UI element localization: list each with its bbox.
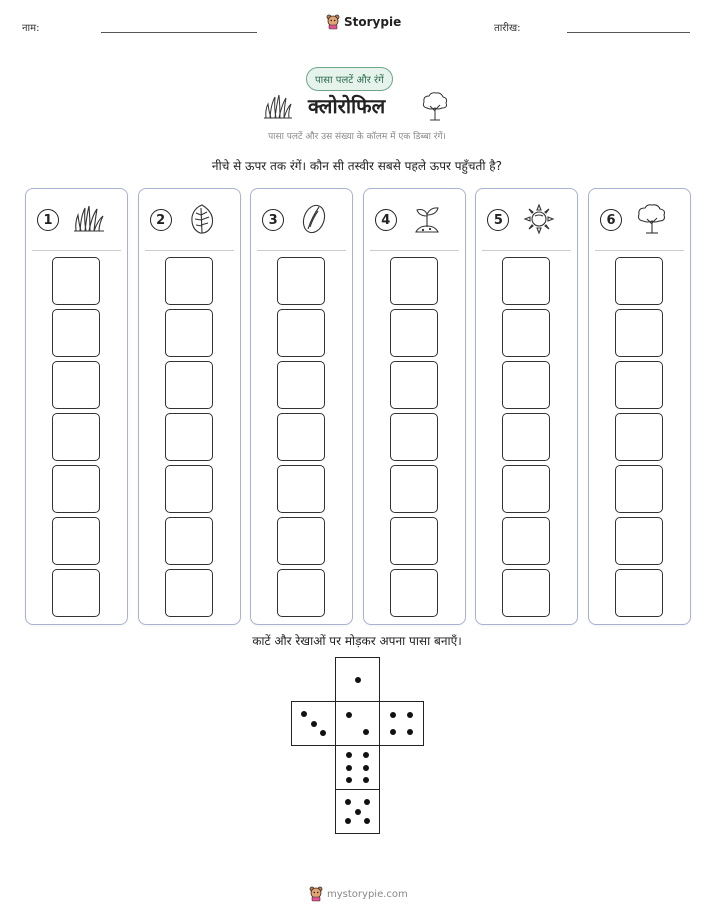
dice-face-5 <box>335 789 380 834</box>
column-number: 5 <box>487 209 509 231</box>
column-number: 3 <box>262 209 284 231</box>
dice-column-5 <box>475 188 578 625</box>
color-box[interactable] <box>277 465 325 513</box>
color-box[interactable] <box>615 309 663 357</box>
column-divider <box>370 250 459 251</box>
color-box[interactable] <box>615 569 663 617</box>
column-number: 6 <box>600 209 622 231</box>
dice-pip <box>407 729 413 735</box>
dice-column-3 <box>250 188 353 625</box>
dice-pip <box>390 712 396 718</box>
dice-pip <box>346 752 352 758</box>
dice-face-1 <box>335 657 380 702</box>
dice-face-4 <box>379 701 424 746</box>
color-box[interactable] <box>502 309 550 357</box>
dice-net <box>290 656 425 836</box>
dice-pip <box>345 799 351 805</box>
color-box[interactable] <box>165 465 213 513</box>
color-box[interactable] <box>615 361 663 409</box>
dice-pip <box>346 712 352 718</box>
sprout-icon <box>411 203 443 235</box>
color-box[interactable] <box>502 413 550 461</box>
color-box[interactable] <box>390 465 438 513</box>
color-box[interactable] <box>502 569 550 617</box>
bear-mascot-icon <box>326 14 340 30</box>
name-line <box>101 32 257 33</box>
color-box[interactable] <box>165 257 213 305</box>
color-box[interactable] <box>165 569 213 617</box>
column-number: 1 <box>37 209 59 231</box>
dice-pip <box>355 809 361 815</box>
dice-pip <box>301 711 307 717</box>
name-label: नाम: <box>22 23 40 34</box>
column-divider <box>595 250 684 251</box>
dice-face-6 <box>335 745 380 790</box>
column-divider <box>257 250 346 251</box>
color-box[interactable] <box>502 517 550 565</box>
color-box[interactable] <box>390 517 438 565</box>
dice-face-2 <box>335 701 380 746</box>
dice-pip <box>345 818 351 824</box>
color-box[interactable] <box>615 257 663 305</box>
brand-name: Storypie <box>344 15 402 29</box>
dice-column-1 <box>25 188 128 625</box>
color-box[interactable] <box>165 413 213 461</box>
column-number: 4 <box>375 209 397 231</box>
column-number: 2 <box>150 209 172 231</box>
grass-icon <box>263 92 293 120</box>
color-box[interactable] <box>165 517 213 565</box>
color-box[interactable] <box>502 257 550 305</box>
dice-column-2 <box>138 188 241 625</box>
dice-pip <box>320 730 326 736</box>
date-label: तारीख: <box>494 23 521 34</box>
dice-pip <box>363 777 369 783</box>
subtitle: पासा पलटें और उस संख्या के कॉलम में एक डिब्बा रंगें। <box>268 132 446 142</box>
column-divider <box>145 250 234 251</box>
dice-face-3 <box>291 701 336 746</box>
activity-tag: पासा पलटें और रंगें <box>306 67 393 91</box>
dice-column-6 <box>588 188 691 625</box>
dice-pip <box>311 721 317 727</box>
color-box[interactable] <box>277 517 325 565</box>
footer <box>309 886 408 902</box>
color-box[interactable] <box>277 361 325 409</box>
tree-icon <box>636 203 668 235</box>
color-box[interactable] <box>390 569 438 617</box>
sun-icon <box>523 203 555 235</box>
dice-pip <box>363 765 369 771</box>
color-box[interactable] <box>615 517 663 565</box>
dice-pip <box>363 729 369 735</box>
dice-pip <box>364 818 370 824</box>
color-box[interactable] <box>502 465 550 513</box>
tree-icon <box>421 91 449 121</box>
brand-logo <box>326 14 401 30</box>
dice-column-4 <box>363 188 466 625</box>
column-divider <box>482 250 571 251</box>
dice-pip <box>407 712 413 718</box>
color-box[interactable] <box>277 569 325 617</box>
color-box[interactable] <box>277 257 325 305</box>
leaf-icon <box>186 203 218 235</box>
color-box[interactable] <box>390 257 438 305</box>
column-divider <box>32 250 121 251</box>
color-box[interactable] <box>390 309 438 357</box>
color-box[interactable] <box>52 257 100 305</box>
color-box[interactable] <box>52 309 100 357</box>
dice-pip <box>346 765 352 771</box>
color-box[interactable] <box>52 465 100 513</box>
color-box[interactable] <box>52 517 100 565</box>
color-box[interactable] <box>277 309 325 357</box>
color-box[interactable] <box>277 413 325 461</box>
dice-pip <box>363 752 369 758</box>
dice-pip <box>390 729 396 735</box>
grass-icon <box>73 203 105 235</box>
instruction: नीचे से ऊपर तक रंगें। कौन सी तस्वीर सबसे पहले ऊपर पहुँचती है? <box>211 159 503 173</box>
color-box[interactable] <box>502 361 550 409</box>
date-line <box>567 32 690 33</box>
seed-icon <box>298 203 330 235</box>
dice-pip <box>346 777 352 783</box>
color-box[interactable] <box>165 309 213 357</box>
color-box[interactable] <box>615 465 663 513</box>
dice-instruction: काटें और रेखाओं पर मोड़कर अपना पासा बनाएँ। <box>252 634 462 648</box>
dice-pip <box>364 799 370 805</box>
color-box[interactable] <box>165 361 213 409</box>
page-title: क्लोरोफिल <box>308 94 386 118</box>
color-box[interactable] <box>390 413 438 461</box>
color-box[interactable] <box>390 361 438 409</box>
color-box[interactable] <box>52 361 100 409</box>
color-box[interactable] <box>52 413 100 461</box>
color-box[interactable] <box>615 413 663 461</box>
bear-mascot-icon <box>309 886 323 902</box>
dice-pip <box>355 677 361 683</box>
color-box[interactable] <box>52 569 100 617</box>
footer-url: mystorypie.com <box>327 888 408 900</box>
